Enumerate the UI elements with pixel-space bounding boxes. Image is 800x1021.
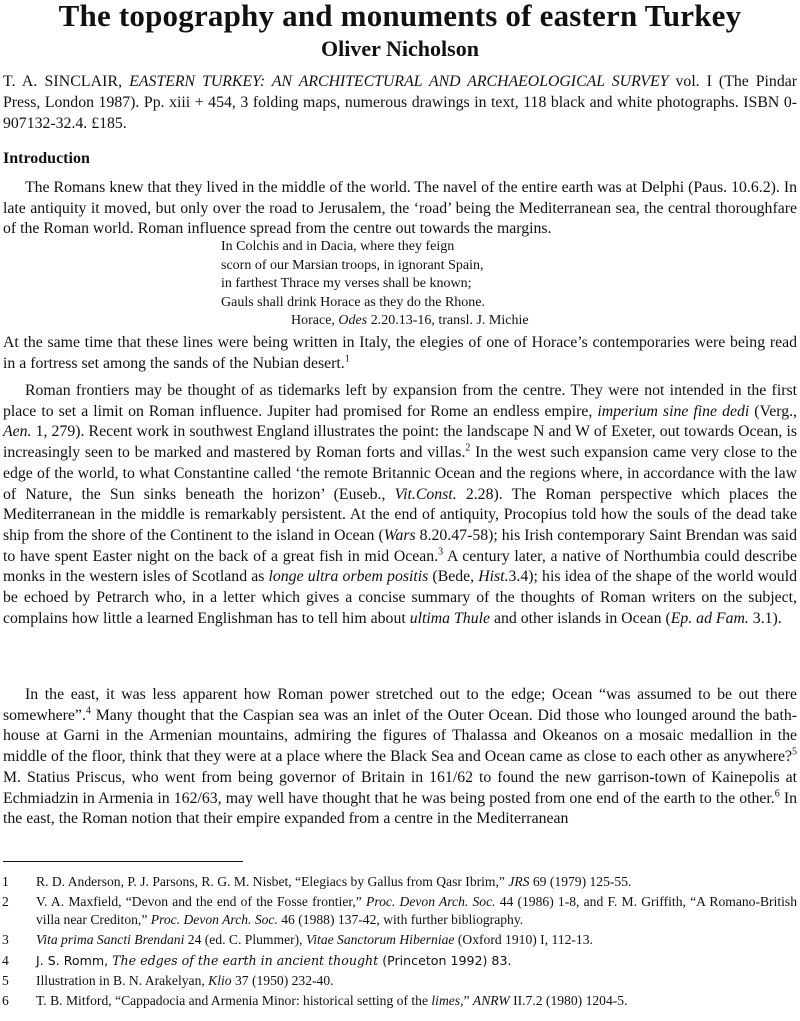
italic-phrase: Hist. bbox=[478, 568, 509, 586]
footnote-text: Vita prima Sancti Brendani 24 (ed. C. Plummer), Vitae Sanctorum Hiberniae (Oxford 1910) I, 112-13. bbox=[36, 932, 593, 948]
paragraph-4-text: Many thought that the Caspian sea was an inlet of the Outer Ocean. Did those who lounged around the bath-house at Garni in the Armenian mountains, admiring the figures of Thalassa and Okeanos on a mosaic medallion in the middle of the floor, think that they were at a place where the Black Sea and Ocean came as close to each other as anywhere? bbox=[3, 706, 797, 766]
italic-phrase: Ep. ad Fam. bbox=[670, 609, 749, 627]
footnote-number: 4 bbox=[2, 952, 9, 968]
footnote-text: R. D. Anderson, P. J. Parsons, R. G. M. Nisbet, “Elegiacs by Gallus from Qasr Ibrim,” JRS 69 (1979) 125-55. bbox=[36, 874, 632, 889]
paragraph-2 bbox=[3, 333, 797, 374]
review-book-author: T. A. SINCLAIR, bbox=[3, 73, 123, 90]
book-review-citation bbox=[3, 72, 797, 134]
verse-line: In Colchis and in Dacia, where they feign bbox=[221, 239, 455, 254]
paragraph-3-text: 1, 279). Recent work in southwest England illustrates the point: the landscape N and W of Exeter, out towards Ocean, is increasingly seen to be marked and mastered by Roman forts and villas. bbox=[3, 423, 797, 462]
paragraph-1-text: The Romans knew that they lived in the middle of the world. The navel of the entire earth was at Delphi (Paus. 10.6.2). In late antiquity it moved, but only over the road to Jerusalem, the ‘road’ being the Mediterranean sea, the central thoroughfare of the Roman world. Roman influence spread from the centre out towards the margins. bbox=[3, 179, 797, 238]
attribution-details: 2.20.13-16, transl. J. Michie bbox=[367, 313, 529, 328]
article-author: Oliver Nicholson bbox=[321, 36, 479, 61]
paragraph-3-text: 8.20.47-58); his Irish contemporary Saint Brendan was said to have spent Easter night on the back of a great fish in mid Ocean. bbox=[3, 526, 798, 565]
footnote-ref[interactable]: 1 bbox=[344, 353, 350, 365]
footnote-ref[interactable]: 6 bbox=[774, 788, 780, 800]
paragraph-3-text: (Bede, bbox=[428, 568, 479, 586]
footnotes bbox=[0, 873, 797, 1013]
footnote-ref[interactable]: 3 bbox=[438, 546, 444, 558]
footnote-number: 6 bbox=[2, 993, 9, 1009]
paragraph-3-text: 3.4); his idea of the shape of the world would be echoed by Petrarch who, in a letter which gives a concise summary of the thoughts of Roman writers on the subject, complains how little a learned Englishman has to tell him about bbox=[3, 568, 797, 627]
footnote-4 bbox=[0, 952, 797, 969]
verse-line: in farthest Thrace my verses shall be known; bbox=[221, 276, 472, 291]
paragraph-3-text: and other islands in Ocean ( bbox=[490, 609, 671, 627]
footnote-ref[interactable]: 5 bbox=[792, 746, 797, 758]
section-heading: Introduction bbox=[3, 150, 90, 167]
paragraph-3-text: In the west such expansion came very close to the edge of the world, to what Constantine called ‘the remote Britannic Ocean and the regions where, in accordance with the law of Nature, the Sun sinks beneath the horizon’ (Euseb., bbox=[3, 444, 797, 503]
verse-attribution bbox=[221, 312, 621, 331]
paragraph-3-text: Roman frontiers may be thought of as tidemarks left by expansion from the centre. They were not intended in the first place to set a limit on Roman influence. Jupiter had promised for Rome an endless empire, bbox=[3, 382, 797, 420]
footnote-text: T. B. Mitford, “Cappadocia and Armenia Minor: historical setting of the limes,” ANRW II.7.2 (1980) 1204-5. bbox=[36, 993, 628, 1009]
paragraph-4-text: In the east, it was less apparent how Roman power stretched out to the edge; Ocean “was assumed to be out there somewhere”. bbox=[3, 686, 797, 724]
footnote-text: J. S. Romm, The edges of the earth in ancient thought (Princeton 1992) 83. bbox=[36, 952, 512, 968]
review-book-title: EASTERN TURKEY: AN ARCHITECTURAL AND ARCHAEOLOGICAL SURVEY bbox=[129, 73, 669, 90]
paragraph-3-text: 3.1). bbox=[748, 609, 782, 627]
italic-phrase: ultima Thule bbox=[409, 609, 490, 627]
paragraph-4-text: M. Statius Priscus, who went from being governor of Britain in 161/62 to found the new garrison-town of Kainepolis at Echmiadzin in Armenia in 162/63, may well have thought that he was being posted from one end of the earth to the other. bbox=[3, 768, 797, 807]
paragraph-3-text: 2.28). The Roman perspective which places the Mediterranean in the middle is remarkably persistent. At the end of antiquity, Procopius told how the souls of the dead take ship from the shore of the Continent to the island in Ocean ( bbox=[3, 485, 797, 544]
verse-line: Gauls shall drink Horace as they do the Rhone. bbox=[221, 294, 485, 310]
verse-quotation bbox=[221, 238, 621, 331]
footnote-ref[interactable]: 2 bbox=[465, 442, 471, 454]
paragraph-3-text: (Verg., bbox=[749, 402, 798, 420]
footnote-ref[interactable]: 4 bbox=[85, 705, 91, 717]
article-title: The topography and monuments of eastern Turkey bbox=[58, 0, 742, 33]
italic-phrase: Aen. bbox=[3, 423, 32, 441]
italic-phrase: imperium sine fine dedi bbox=[597, 402, 750, 420]
paragraph-2-text: At the same time that these lines were being written in Italy, the elegies of one of Horace’s contemporaries were being read in a fortress set among the sands of the Nubian desert. bbox=[3, 334, 797, 372]
footnote-text: V. A. Maxfield, “Devon and the end of the Fosse frontier,” Proc. Devon Arch. Soc. 44 (1986) 1-8, and F. M. Griffith, “A Romano-British villa near Crediton,” Proc. Devon Arch. Soc. 46 (1988) 137-42, with further bibliography. bbox=[36, 894, 797, 927]
attribution-author: Horace, bbox=[291, 313, 339, 328]
footnote-2 bbox=[0, 893, 797, 928]
attribution-work: Odes bbox=[338, 313, 368, 328]
footnote-number: 3 bbox=[2, 932, 9, 948]
footnote-6 bbox=[0, 992, 797, 1009]
paragraph-4-text: In the east, the Roman notion that their empire expanded from a centre in the Mediterranean bbox=[3, 789, 798, 828]
italic-phrase: Vit.Const. bbox=[394, 485, 457, 503]
footnote-number: 5 bbox=[2, 973, 9, 989]
paragraph-3-text: A century later, a native of Northumbia could describe monks in the western isles of Scotland as bbox=[3, 547, 797, 586]
footnote-number: 2 bbox=[2, 894, 9, 910]
paragraph-4 bbox=[3, 685, 797, 830]
footnote-3 bbox=[0, 931, 797, 948]
verse-line: scorn of our Marsian troops, in ignorant Spain, bbox=[221, 257, 484, 273]
paragraph-3 bbox=[3, 381, 797, 629]
italic-phrase: longe ultra orbem positis bbox=[268, 568, 429, 586]
footnote-5 bbox=[0, 972, 797, 989]
footnote-divider bbox=[3, 861, 243, 862]
footnote-text: Illustration in B. N. Arakelyan, Klio 37 (1950) 232-40. bbox=[36, 973, 334, 989]
footnote-1 bbox=[0, 873, 797, 890]
footnote-number: 1 bbox=[2, 874, 9, 889]
paragraph-1 bbox=[3, 178, 797, 240]
review-book-details: vol. I (The Pindar Press, London 1987). Pp. xiii + 454, 3 folding maps, numerous drawings in text, 118 black and white photographs. ISBN 0-907132-32.4. £185. bbox=[3, 73, 798, 132]
italic-phrase: Wars bbox=[383, 526, 416, 544]
